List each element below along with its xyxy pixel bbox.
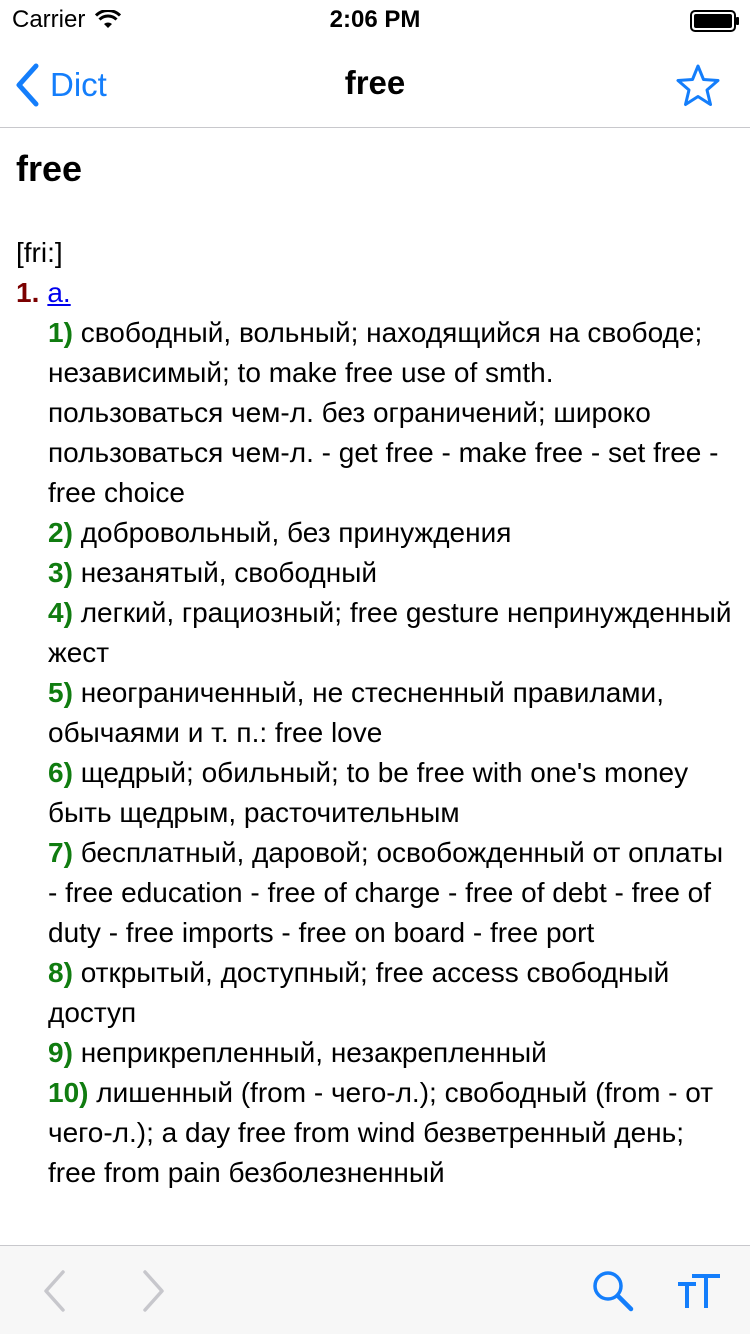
sense-item [48, 753, 734, 833]
pos-link[interactable]: a. [47, 277, 71, 308]
sense-text: лишенный (from - чего-л.); свободный (from - от чего-л.); a day free from wind безветренный день; free from pain безболезненный [48, 1077, 714, 1188]
sense-number: 8) [48, 957, 73, 988]
sense-text: неприкрепленный, незакрепленный [80, 1037, 547, 1068]
navigation-bar [0, 40, 750, 128]
status-time: 2:06 PM [329, 6, 421, 33]
carrier-label: Carrier [12, 6, 86, 33]
sense-text: бесплатный, даровой; освобожденный от оплаты - free education - free of charge - free of debt - free of duty - free imports - free on board - free port [48, 837, 724, 948]
sense-number: 10) [48, 1077, 89, 1108]
entry-transcription: [fri:] [16, 237, 63, 268]
sense-item [48, 953, 734, 1033]
battery-icon [690, 10, 740, 32]
entry-content[interactable] [0, 129, 750, 1245]
pos-number: 1. [16, 277, 40, 308]
back-button-label: Dict [50, 66, 107, 103]
sense-item [48, 313, 734, 513]
sense-item [48, 1073, 734, 1193]
sense-text: щедрый; обильный; to be free with one's money быть щедрым, расточительным [48, 757, 689, 828]
sense-number: 3) [48, 557, 73, 588]
sense-number: 9) [48, 1037, 73, 1068]
status-bar [0, 0, 750, 40]
sense-number: 1) [48, 317, 73, 348]
sense-number: 6) [48, 757, 73, 788]
sense-text: незанятый, свободный [80, 557, 377, 588]
page-title: free [344, 64, 406, 101]
sense-item [48, 1033, 734, 1073]
part-of-speech-line [16, 273, 734, 313]
chevron-right-icon[interactable] [128, 1266, 178, 1316]
search-icon[interactable] [588, 1266, 638, 1316]
sense-item [48, 553, 734, 593]
sense-item [48, 593, 734, 673]
sense-number: 5) [48, 677, 73, 708]
sense-text: неограниченный, не стесненный правилами, обычаями и т. п.: free love [48, 677, 664, 748]
sense-text: свободный, вольный; находящийся на свободе; независимый; to make free use of smth. пользоваться чем-л. без ограничений; широко пользоваться чем-л. - get free - make free - set free - free choice [48, 317, 719, 508]
senses-list [16, 313, 734, 1193]
chevron-left-icon[interactable] [30, 1266, 80, 1316]
bottom-toolbar [0, 1245, 750, 1334]
sense-text: добровольный, без принуждения [80, 517, 512, 548]
sense-item [48, 673, 734, 753]
sense-text: открытый, доступный; free access свободный доступ [48, 957, 670, 1028]
sense-number: 4) [48, 597, 73, 628]
entry-headword: free [16, 148, 83, 189]
text-size-icon[interactable] [674, 1266, 724, 1316]
star-icon[interactable] [674, 62, 722, 110]
sense-item [48, 513, 734, 553]
sense-text: легкий, грациозный; free gesture непринужденный жест [48, 597, 732, 668]
sense-number: 2) [48, 517, 73, 548]
sense-item [48, 833, 734, 953]
sense-number: 7) [48, 837, 73, 868]
